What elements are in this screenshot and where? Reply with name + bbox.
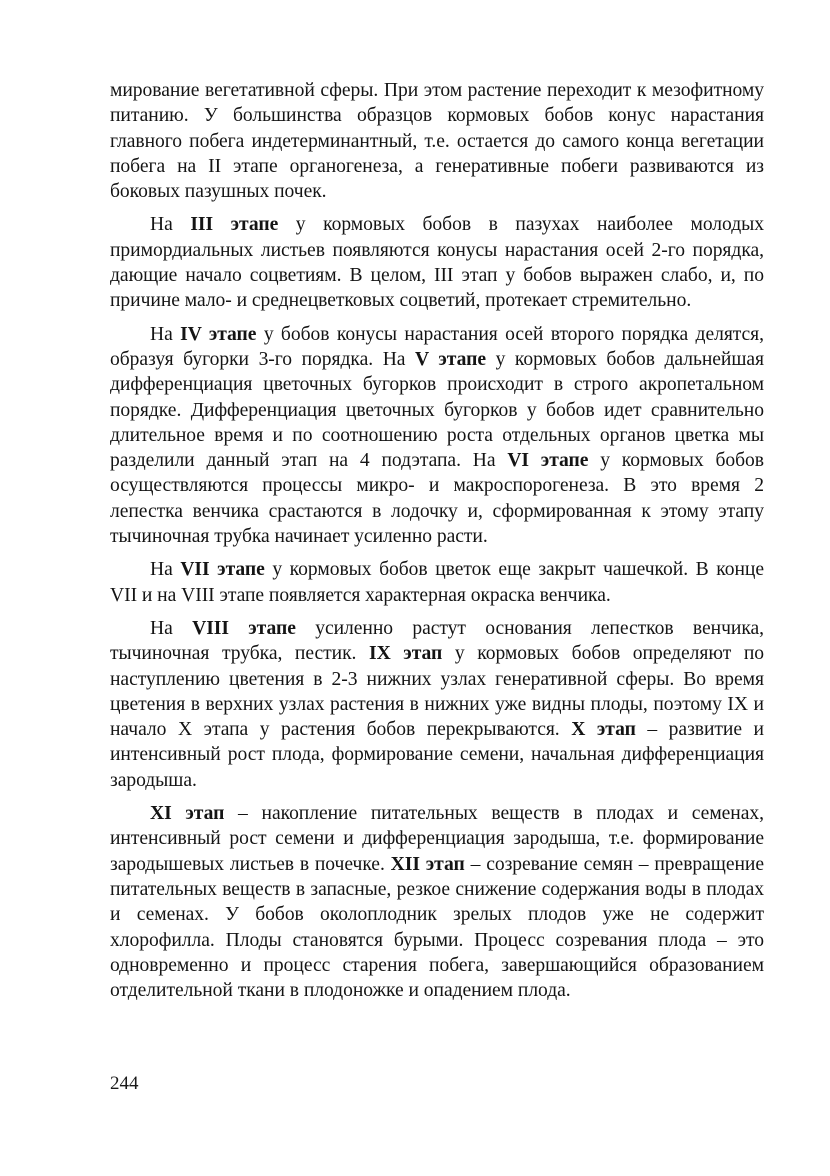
stage-label: VIII этапе (192, 617, 296, 639)
text-run: у кормовых бобов осуществляются процессы микро- и макроспорогенеза. В это время 2 лепестка венчика срастаются в лодочку и, сформированная к этому этапу тычиночная трубка начинает усиленно расти. (110, 450, 764, 548)
text-run: На (150, 559, 181, 581)
paragraph-stages-11-12 (110, 801, 764, 1003)
text-run: у кормовых бобов цветок еще закрыт чашечкой. В конце VII и на VIII этапе появляется характерная окраска венчика. (110, 559, 764, 606)
text-run: у кормовых бобов в пазухах наиболее молодых примордиальных листьев появляются конусы нарастания осей 2-го порядка, дающие начало соцветиям. В целом, III этап у бобов выражен слабо, и, по причине мало- и среднецветковых соцветий, протекает стремительно. (110, 214, 764, 312)
stage-label: XII этап (390, 853, 465, 875)
text-run: На (150, 323, 181, 345)
paragraph-stages-8-10 (110, 616, 764, 793)
stage-label: V этапе (415, 348, 486, 370)
paragraph-stages-4-6 (110, 322, 764, 550)
stage-label: VII этапе (180, 559, 265, 581)
stage-label: XI этап (150, 803, 225, 825)
text-run: – накопление питательных веществ в плодах и семенах, интенсивный рост семени и дифференциация зародыша, т.е. формирование зародышевых листьев в почечке. (110, 803, 764, 875)
text-run: – созревание семян – превращение питательных веществ в запасные, резкое снижение содержания воды в плодах и семенах. У бобов околоплодник зрелых плодов уже не содержит хлорофилла. Плоды становятся бурыми. Процесс созревания плода – это одновременно и процесс старения побега, завершающийся образованием отделительной ткани в плодоножке и опадением плода. (110, 853, 765, 1002)
text-run: мирование вегетативной сферы. При этом растение переходит к мезофитному питанию. У большинства образцов кормовых бобов конус нарастания главного побега индетерминантный, т.е. остается до самого конца вегетации побега на II этапе органогенеза, а генеративные побеги развиваются из боковых пазушных почек. (110, 80, 764, 203)
paragraph-stage-7 (110, 557, 764, 608)
paragraph-vegetative-sphere (110, 78, 764, 204)
stage-label: VI этапе (507, 450, 589, 472)
page-number: 244 (110, 1073, 139, 1094)
stage-label: IX этап (369, 643, 443, 665)
stage-label: III этапе (190, 214, 279, 236)
stage-label: X этап (571, 719, 636, 741)
stage-label: IV этапе (180, 323, 257, 345)
text-run: у кормовых бобов определяют по наступлению цветения в 2-3 нижних узлах генеративной сферы. Во время цветения в верхних узлах растения в нижних уже видны плоды, поэтому IX и начало X этапа у растения бобов перекрываются. (110, 643, 765, 741)
paragraph-stage-3 (110, 212, 764, 313)
text-run: усиленно растут основания лепестков венчика, тычиночная трубка, пестик. (110, 617, 764, 665)
text-run: у бобов конусы нарастания осей второго порядка делятся, образуя бугорки 3-го порядка. На (110, 323, 764, 370)
page-body (110, 78, 764, 1003)
text-run: На (150, 214, 191, 236)
text-run: у кормовых бобов дальнейшая дифференциация цветочных бугорков происходит в строго акропетальном порядке. Дифференциация цветочных бугорков у бобов идет сравнительно длительное время и по соотношению роста отдельных органов цветка мы разделили данный этап на 4 подэтапа. На (110, 348, 765, 472)
text-run: – развитие и интенсивный рост плода, формирование семени, начальная дифференциация зародыша. (110, 719, 764, 791)
text-run: На (150, 617, 193, 639)
